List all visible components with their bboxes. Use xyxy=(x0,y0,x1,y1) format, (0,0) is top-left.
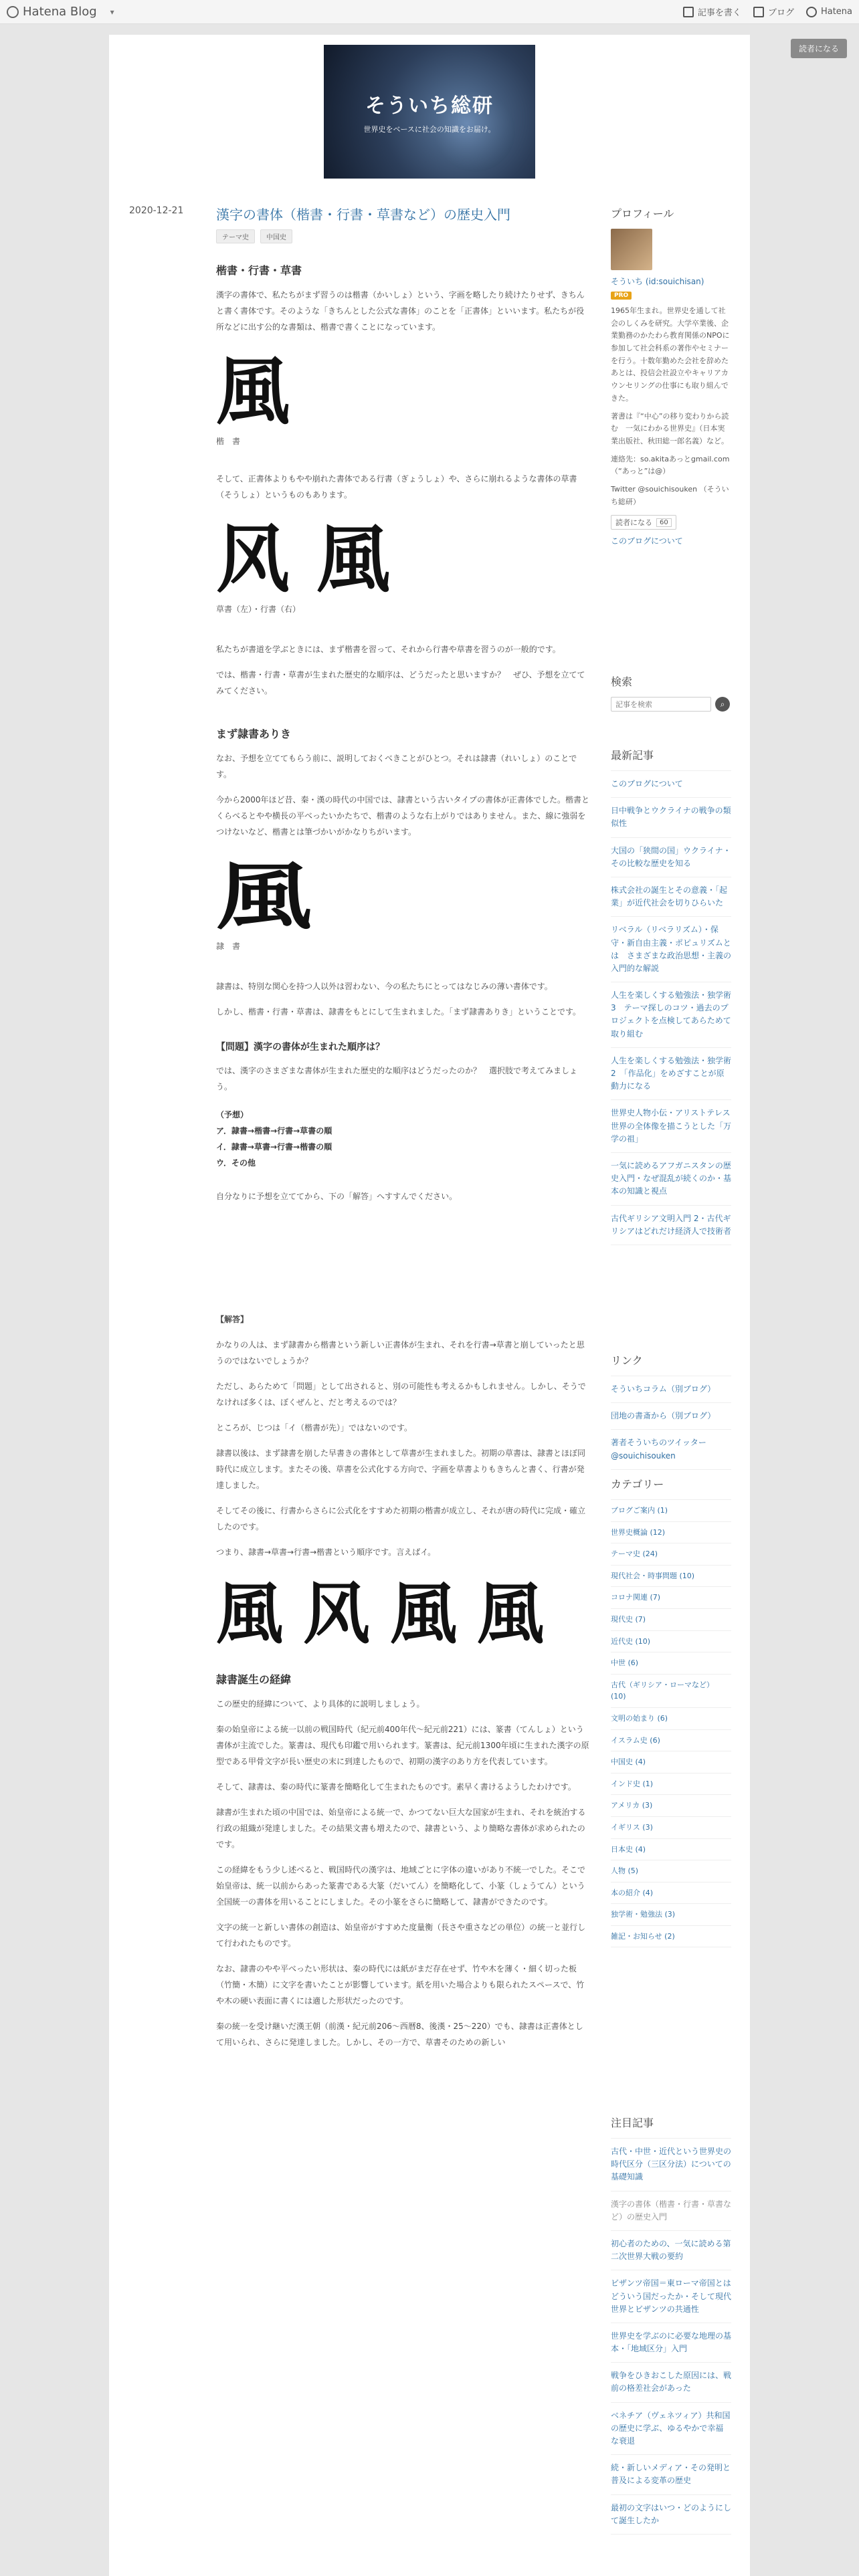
popular-entry-link[interactable]: 続・新しいメディア・その発明と普及による変革の歴史 xyxy=(611,2455,731,2494)
kanji-glyph: 風 xyxy=(216,1574,283,1653)
link-item[interactable]: そういちコラム（別ブログ） xyxy=(611,1376,731,1403)
category-link[interactable]: ブログご案内 (1) xyxy=(611,1500,731,1522)
profile-books: 著書は『“中心”の移り変わりから読む 一気にわかる世界史』（日本実業出版社、秋田総一郎名義）など。 xyxy=(611,411,729,445)
category-heading: カテゴリー xyxy=(611,1478,664,1491)
paragraph: なお、予想を立ててもらう前に、説明しておくべきことがひとつ。それは隷書（れいしょ）のことです。 xyxy=(216,754,577,779)
follow-button[interactable]: 読者になる 60 xyxy=(611,515,676,530)
paragraph: 隷書は、特別な関心を持つ人以外は習わない、今の私たちにとってはなじみの薄い書体です。 xyxy=(216,982,553,991)
follow-count: 60 xyxy=(656,518,672,527)
kanji-glyph: 風 xyxy=(216,853,312,940)
kanji-glyph: 风 xyxy=(216,516,290,603)
recent-entry-link[interactable]: このブログについて xyxy=(611,771,731,798)
category-link[interactable]: 近代史 (10) xyxy=(611,1631,731,1653)
kanji-glyph: 風 xyxy=(316,516,390,603)
category-link[interactable]: 中世 (6) xyxy=(611,1652,731,1675)
follow-top-button[interactable]: 読者になる xyxy=(791,39,847,58)
kanji-glyph: 风 xyxy=(303,1574,370,1653)
kanji-glyph: 風 xyxy=(477,1574,544,1653)
paragraph: つまり、隷書→草書→行書→楷書という順序です。言えばイ。 xyxy=(216,1547,436,1557)
category-link[interactable]: イギリス (3) xyxy=(611,1817,731,1839)
pencil-icon xyxy=(683,7,694,17)
paragraph: 秦の始皇帝による統一以前の戦国時代（紀元前400年代〜紀元前221）には、篆書（てんしょ）という書体が主流でした。篆書は、現代も印鑑で用いられます。篆書は、紀元前1300年頃に生まれた漢字の原型である甲骨文字が長い歴史の末に到達したもので、初期の漢字のあり方を代表しています。 xyxy=(216,1725,589,1766)
blog-title[interactable]: そういち総研 xyxy=(365,94,494,118)
section-heading: 楷書・行書・草書 xyxy=(216,264,302,277)
brand-menu-icon[interactable]: ▾ xyxy=(110,7,114,17)
profile-user-link[interactable]: そういち (id:souichisan) xyxy=(611,277,704,286)
category-link[interactable]: 独学術・勉強法 (3) xyxy=(611,1904,731,1926)
paragraph: ただし、あらためて「問題」として出されると、別の可能性も考えるかもしれません。しかし、そうでなければ多くは、ぼくぜんと、だと考えるのでは？ xyxy=(216,1382,586,1407)
category-link[interactable]: テーマ史 (24) xyxy=(611,1543,731,1566)
about-blog-link[interactable]: このブログについて xyxy=(611,536,683,546)
popular-entry-link[interactable]: 最初の文字はいつ・どのようにして誕生したか xyxy=(611,2495,731,2535)
search-input[interactable] xyxy=(611,697,711,712)
paragraph: では、漢字のさまざまな書体が生まれた歴史的な順序はどうだったのか？ 選択肢で考えてみましょう。 xyxy=(216,1066,578,1091)
recent-heading: 最新記事 xyxy=(611,749,654,762)
header-image[interactable] xyxy=(324,45,535,179)
recent-entry-link[interactable]: 日中戦争とウクライナの戦争の類似性 xyxy=(611,798,731,837)
category-link[interactable]: 現代史 (7) xyxy=(611,1609,731,1631)
recent-entries-module xyxy=(611,747,739,1245)
paragraph: なお、隷書のやや平べったい形状は、秦の時代には紙がまだ存在せず、竹や木を薄く・細く切った板（竹簡・木簡）に文字を書いたことが影響しています。紙を用いた場合よりも限られたスペースで、竹や木の硬い表面に書くには適した形状だったのです。 xyxy=(216,1964,585,2006)
popular-entry-link[interactable]: 古代・中世・近代という世界史の時代区分（三区分法）についての基礎知識 xyxy=(611,2139,731,2191)
profile-contact: 連絡先：so.akitaあっとgmail.com（“あっと”は@） xyxy=(611,454,730,476)
paragraph: 秦の統一を受け継いだ漢王朝（前漢・紀元前206〜西暦8、後漢・25〜220）でも、隷書は正書体として用いられ、さらに発達しました。しかし、その一方で、草書そのための新しい xyxy=(216,2022,583,2047)
paragraph: 隷書以後は、まず隷書を崩した早書きの書体として草書が生まれました。初期の草書は、隷書とほぼ同時代に成立します。またその後、草書を公式化する方向で、字画を草書よりもきちんと書く、行書が発達しました。 xyxy=(216,1448,586,1490)
recent-entry-link[interactable]: 人生を楽しくする勉強法・独学術 3 テーマ探しのコツ・過去のプロジェクトを点検してあらためて取り組む xyxy=(611,982,731,1048)
category-link[interactable]: インド史 (1) xyxy=(611,1774,731,1796)
image-caption: 楷 書 xyxy=(216,437,241,446)
recent-entry-link[interactable]: リベラル（リベラリズム）・保守・新自由主義・ポピュリズムとは さまざまな政治思想・主義の入門的な解説 xyxy=(611,917,731,982)
profile-twitter[interactable]: Twitter @souichisouken （そういち総研） xyxy=(611,484,729,506)
paragraph: そして、隷書は、秦の時代に篆書を簡略化して生まれたものです。素早く書けるようしたわけです。 xyxy=(216,1782,576,1792)
profile-heading: プロフィール xyxy=(611,207,674,220)
popular-entry-link[interactable]: 世界史を学ぶのに必要な地理の基本・「地域区分」入門 xyxy=(611,2323,731,2363)
link-item[interactable]: 著者そういちのツイッター @souichisouken xyxy=(611,1430,731,1469)
blog-description: 世界史をベースに社会の知識をお届け。 xyxy=(363,125,496,134)
category-module xyxy=(611,1476,731,1947)
profile-module xyxy=(611,205,731,546)
paragraph: かなりの人は、まず隷書から楷書という新しい正書体が生まれ、それを行書→草書と崩していったと思うのではないでしょうか？ xyxy=(216,1340,585,1366)
paragraph: 自分なりに予想を立ててから、下の「解答」へすすんでください。 xyxy=(216,1192,458,1201)
section-heading: まず隷書ありき xyxy=(216,728,292,740)
recent-entry-link[interactable]: 一気に読めるアフガニスタンの歴史入門・なぜ混乱が続くのか・基本の知識と視点 xyxy=(611,1153,731,1206)
paragraph: そしてその後に、行書からさらに公式化をすすめた初期の楷書が成立し、それが唐の時代に完成・確立したのです。 xyxy=(216,1506,586,1531)
answer-heading: 【解答】 xyxy=(216,1315,249,1324)
paragraph: 今から2000年ほど昔、秦・漢の時代の中国では、隷書という古いタイプの書体が正書体でした。楷書とくらべるとやや横長の平べったいかたちで、楷書のような右上がりではありません。また、線に強弱をつけないなど、楷書とは筆づかいがかなりちがいます。 xyxy=(216,795,589,837)
profile-bio: 1965年生まれ。世界史を通して社会のしくみを研究。大学卒業後、企業勤務のかたわら教育関係のNPOに参加して社会科系の著作やセミナーを行う。十数年勤めた会社を辞めたあとは、投信会社設立やキャリアカウンセリングの仕事にも取り組んできた。 xyxy=(611,306,730,403)
popular-entry-link[interactable]: 戦争をひきおこした原因には、戦前の格差社会があった xyxy=(611,2363,731,2402)
paragraph: ところが、じつは「イ（楷書が先）」ではないのです。 xyxy=(216,1423,413,1432)
links-module xyxy=(611,1352,731,1470)
recent-entry-link[interactable]: 大国の「狭間の国」ウクライナ・その比較な歴史を知る xyxy=(611,838,731,877)
avatar[interactable] xyxy=(611,229,652,270)
kanji-image-reisho xyxy=(216,853,591,952)
kanji-image-sosho-gyosho xyxy=(216,516,591,615)
recent-entry-link[interactable]: 人生を楽しくする勉強法・独学術 2 「作品化」をめざすことが原動力になる xyxy=(611,1048,731,1101)
category-link[interactable]: 中国史 (4) xyxy=(611,1751,731,1774)
section-heading: 隷書誕生の経緯 xyxy=(216,1673,292,1686)
link-item[interactable]: 団地の書斎から（別ブログ） xyxy=(611,1403,731,1430)
blog-header xyxy=(109,35,750,189)
category-link[interactable]: 日本史 (4) xyxy=(611,1839,731,1861)
top-bar xyxy=(0,0,859,24)
category-link[interactable]: アメリカ (3) xyxy=(611,1795,731,1817)
question-heading: 【問題】漢字の書体が生まれた順序は？ xyxy=(216,1042,385,1053)
popular-heading: 注目記事 xyxy=(611,2117,654,2129)
category-link[interactable]: 現代社会・時事問題 (10) xyxy=(611,1566,731,1588)
hatena-blog-logo[interactable]: Hatena Blog ▾ xyxy=(7,5,114,19)
paragraph: では、楷書・行書・草書が生まれた歴史的な順序は、どうだったと思いますか？ ぜひ、予想を立ててみてください。 xyxy=(216,670,585,695)
paragraph: 隷書が生まれた頃の中国では、始皇帝による統一で、かつてない巨大な国家が生まれ、それを統治する行政の組織が発達しました。その結果文書も増えたので、隷書という、より簡略な書体が求められたのです。 xyxy=(216,1808,586,1849)
paragraph: そして、正書体よりもやや崩れた書体である行書（ぎょうしょ）や、さらに崩れるような書体の草書（そうしょ）というものもあります。 xyxy=(216,474,577,500)
category-link[interactable]: イスラム史 (6) xyxy=(611,1730,731,1752)
image-caption: 草書（左）・行書（右） xyxy=(216,605,301,614)
popular-entry-link[interactable]: ベネチア（ヴェネツィア）共和国の歴史に学ぶ、ゆるやかで幸福な衰退 xyxy=(611,2403,731,2456)
popular-entry-link[interactable]: 初心者のための、一気に読める第二次世界大戦の要約 xyxy=(611,2231,731,2270)
hatena-icon xyxy=(806,7,817,17)
hatena-logo-icon xyxy=(7,6,19,18)
hatena-account-button[interactable]: Hatena xyxy=(806,7,852,17)
paragraph: 漢字の書体で、私たちがまず習うのは楷書（かいしょ）という、字画を略したり続けたりせず、きちんと書く書体です。そのような「きちんとした公式な書体」のことを「正書体」といいます。私たちが役所などに出す公的な書類は、楷書で書くことになっています。 xyxy=(216,290,585,332)
category-link[interactable]: 本の紹介 (4) xyxy=(611,1883,731,1905)
popular-module xyxy=(611,2115,731,2535)
popular-entry-link[interactable]: ビザンツ帝国＝東ローマ帝国とはどういう国だったか・そして現代世界とビザンツの共通性 xyxy=(611,2270,731,2323)
search-icon[interactable]: ⌕ xyxy=(715,697,730,712)
pro-badge: PRO xyxy=(611,292,632,300)
kanji-image-all-styles xyxy=(216,1574,591,1653)
page-wrapper xyxy=(109,35,750,2576)
paragraph: この歴史的経緯について、より具体的に説明しましょう。 xyxy=(216,1699,425,1709)
kanji-image-kaisho xyxy=(216,348,591,447)
category-link[interactable]: 雑記・お知らせ (2) xyxy=(611,1926,731,1948)
article-title[interactable]: 漢字の書体（楷書・行書・草書など）の歴史入門 xyxy=(216,207,510,223)
article-date[interactable]: 2020-12-21 xyxy=(129,205,184,216)
search-heading: 検索 xyxy=(611,675,633,688)
paragraph: 文字の統一と新しい書体の創造は、始皇帝がすすめた度量衡（長さや重さなどの単位）の統一と並行して行われたものです。 xyxy=(216,1923,586,1948)
category-link[interactable]: 文明の始まり (6) xyxy=(611,1708,731,1730)
kanji-glyph: 風 xyxy=(216,348,290,435)
blog-button[interactable]: ブログ xyxy=(753,5,794,18)
category-link[interactable]: 人物 (5) xyxy=(611,1860,731,1883)
choices-list: （予想） ア．隷書→楷書→行書→草書の順 イ．隷書→草書→行書→楷書の順 ウ．その他 xyxy=(216,1110,332,1168)
category-link[interactable]: コロナ関連 (7) xyxy=(611,1587,731,1609)
search-module xyxy=(611,673,731,712)
paragraph: この経緯をもう少し述べると、戦国時代の漢字は、地域ごとに字体の違いがあり不統一でした。そこで始皇帝は、統一以前からあった篆書である大篆（だいてん）を簡略化して、小篆（しょうてん）という全国統一の書体を用いることにしました。その小篆をさらに簡略して、隷書ができたのです。 xyxy=(216,1865,586,1907)
tag-theme-history[interactable]: テーマ史 xyxy=(216,229,255,243)
article-content xyxy=(216,205,591,2050)
category-link[interactable]: 世界史概論 (12) xyxy=(611,1522,731,1544)
links-heading: リンク xyxy=(611,1354,643,1367)
popular-entry-link[interactable]: 漢字の書体（楷書・行書・草書など）の歴史入門 xyxy=(611,2191,731,2231)
recent-entry-link[interactable]: 株式会社の誕生とその意義・「起業」が近代社会を切りひらいた xyxy=(611,877,731,917)
kanji-glyph: 風 xyxy=(390,1574,457,1653)
blog-icon xyxy=(753,7,764,17)
write-article-button[interactable]: 記事を書く xyxy=(683,5,741,18)
tag-china-history[interactable]: 中国史 xyxy=(260,229,292,243)
paragraph: 私たちが書道を学ぶときには、まず楷書を習って、それから行書や草書を習うのが一般的です。 xyxy=(216,645,561,654)
recent-entry-link[interactable]: 古代ギリシア文明入門 2・古代ギリシアはどれだけ経済人で技術者 xyxy=(611,1206,731,1245)
category-link[interactable]: 古代（ギリシア・ローマなど） (10) xyxy=(611,1675,731,1708)
paragraph: しかし、楷書・行書・草書は、隷書をもとにして生まれました。「まず隷書ありき」ということです。 xyxy=(216,1007,581,1016)
recent-entry-link[interactable]: 世界史人物小伝・アリストテレス 世界の全体像を描こうとした「万学の祖」 xyxy=(611,1100,731,1153)
image-caption: 隷 書 xyxy=(216,942,241,951)
